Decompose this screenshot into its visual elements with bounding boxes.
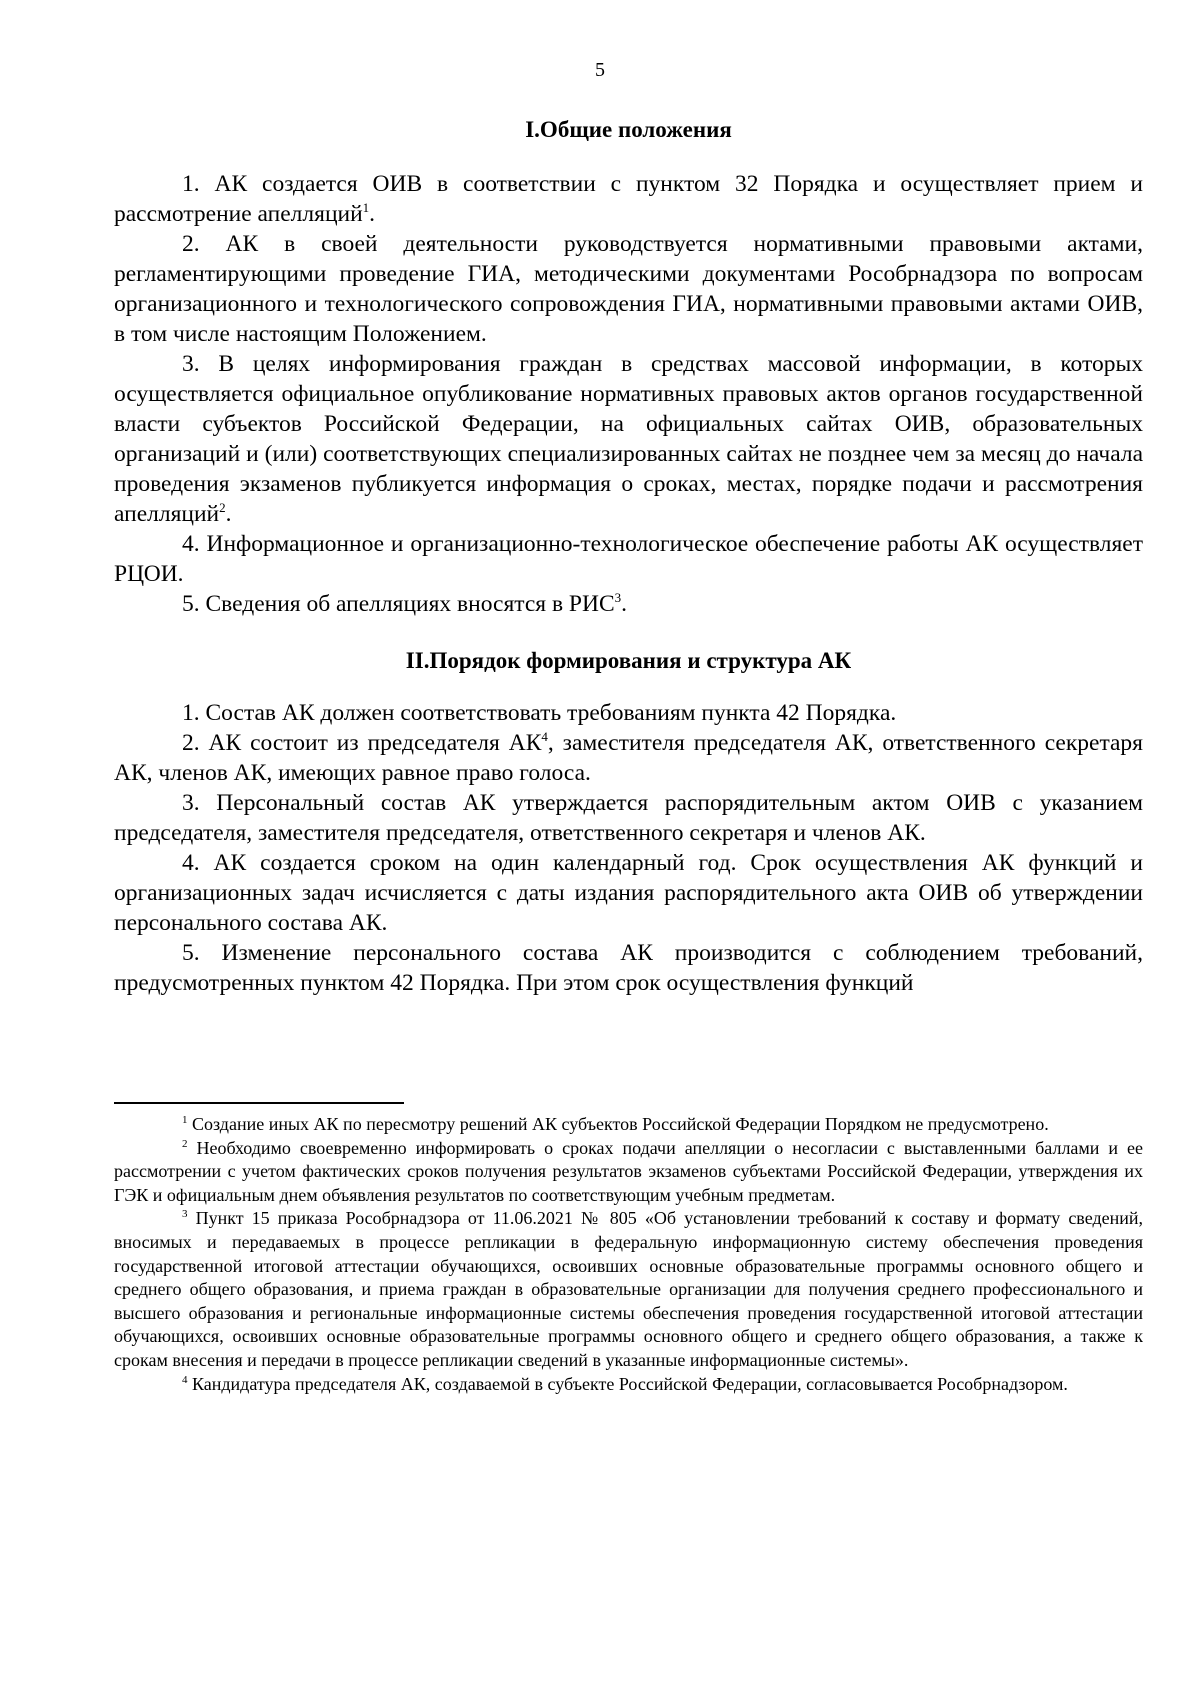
paragraph: 3. Персональный состав АК утверждается распорядительным актом ОИВ с указанием председателя, заместителя председателя, ответственного секретаря и членов АК.: [114, 790, 1143, 846]
footnote-ref: 2: [219, 500, 226, 516]
page-number: 5: [595, 59, 605, 81]
footnote-ref: 3: [614, 590, 622, 606]
section-heading-2: II.Порядок формирования и структура АК: [405, 648, 852, 673]
footnote: $^4$ Кандидатура председателя АК, создаваемой в субъекте Российской Федерации, согласовывается Рособрнадзором.: [182, 1373, 1068, 1394]
paragraph: 4. АК создается сроком на один календарный год. Срок осуществления АК функций и организационных задач исчисляется с даты издания распорядительного акта ОИВ об утверждении персонального состава АК.: [114, 850, 1143, 936]
body-text: [114, 115, 1143, 998]
paragraph: 3. В целях информирования граждан в средствах массовой информации, в которых осуществляется официальное опубликование нормативных правовых актов органов государственной власти субъектов Российской Федерации, на официальных сайтах ОИВ, образовательных организаций и (или) соответствующих специализированных сайтах не позднее чем за месяц до начала проведения экзаменов публикуется информация о сроках, местах, порядке подачи и рассмотрения апелляций$^2$.: [114, 351, 1143, 527]
paragraph: 2. АК в своей деятельности руководствуется нормативными правовыми актами, регламентирующими проведение ГИА, методическими документами Рособрнадзора по вопросам организационного и технологического сопровождения ГИА, нормативными правовыми актами ОИВ, в том числе настоящим Положением.: [114, 231, 1143, 347]
footnotes: [114, 1113, 1143, 1396]
paragraph: 5. Сведения об апелляциях вносятся в РИС$^3$.: [182, 590, 628, 617]
footnote-ref: 1: [362, 200, 370, 216]
footnote: $^1$ Создание иных АК по пересмотру решений АК субъектов Российской Федерации Порядком не предусмотрено.: [182, 1114, 1049, 1134]
footnote-ref: 4: [541, 729, 548, 745]
footnote-separator: [114, 1102, 404, 1104]
paragraph: 2. АК состоит из председателя $АК^4$, заместителя председателя АК, ответственного секретаря АК, членов АК, имеющих равное право голоса.: [114, 729, 1143, 786]
paragraph: 5. Изменение персонального состава АК производится с соблюдением требований, предусмотренных пунктом 42 Порядка. При этом срок осуществления функций: [114, 940, 1143, 996]
paragraph: 4. Информационное и организационно-технологическое обеспечение работы АК осуществляет РЦОИ.: [114, 531, 1143, 587]
paragraph: 1. Состав АК должен соответствовать требованиям пункта 42 Порядка.: [182, 700, 897, 726]
footnote: $^3$ Пункт 15 приказа Рособрнадзора от 11.06.2021 № 805 «Об установлении требований к составу и формату сведений, вносимых и передаваемых в процессе репликации в федеральную информационную систему обеспечения проведения государственной итоговой аттестации обучающихся, освоивших основные образовательные программы основного общего и среднего общего образования, и приема граждан в образовательные организации для получения среднего профессионального и высшего образования и региональные информационные системы обеспечения проведения государственной итоговой аттестации обучающихся, освоивших основные образовательные программы основного общего и среднего общего образования, а также к срокам внесения и передачи в процессе репликации сведений в указанные информационные системы».: [114, 1208, 1143, 1370]
paragraph: 1. АК создается ОИВ в соответствии с пунктом 32 Порядка и осуществляет прием и рассмотрение апелляций$^1$.: [114, 171, 1143, 227]
section-heading-1: I.Общие положения: [525, 117, 732, 142]
footnote: $^2$ Необходимо своевременно информировать о сроках подачи апелляции о несогласии с выставленными баллами и ее рассмотрении с учетом фактических сроков получения результатов экзаменов субъектами Российской Федерации, утверждения их ГЭК и официальным днем объявления результатов по соответствующим учебным предметам.: [114, 1137, 1144, 1205]
